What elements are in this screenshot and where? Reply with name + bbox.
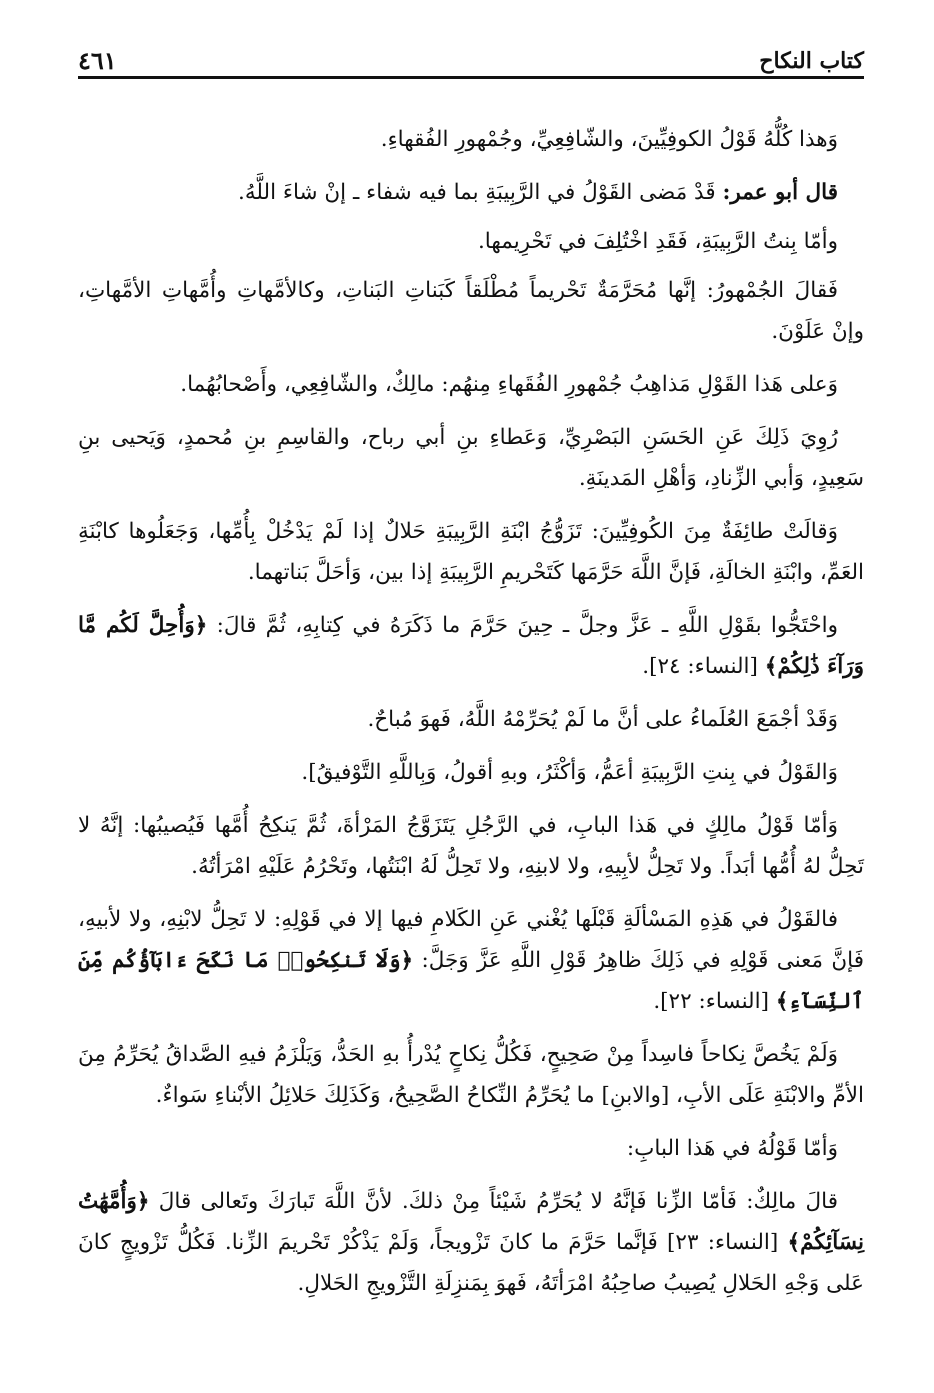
paragraph-8: واحْتَجُّوا بقَوْلِ اللَّهِ ـ عَزَّ وجلَّ ـ حِينَ حَرَّمَ ما ذَكَرَهُ في كِتابِهِ، ثُمَّ قالَ: ﴿وَأُحِلَّ لَكُم مَّا وَرَآءَ ذَٰلِكُمْ﴾ [النساء: ٢٤]. [78,613,864,679]
paragraph-5: وَعلى هَذا القَوْلِ مَذاهِبُ جُمْهورِ الفُقَهاءِ مِنهُم: مالِكٌ، والشّافِعِي، وأَصْحابُهُما. [180,372,838,397]
paragraph-12: فالقَوْلُ في هَذِهِ المَسْألَةِ قَبْلَها يُغْني عَنِ الكَلامِ فيها إلا في قَوْلِهِ: لا تَحِلُّ لابْنِهِ، ولا لأبيهِ، فَإنَّ مَعنى قَوْلِهِ في ذَلِكَ ظاهِرُ قَوْلِ اللَّهِ عَزَّ وَجَلَّ: ﴿وَلَا تَنكِحُوا۟ مَا نَكَحَ ءَابَآؤُكُم مِّنَ ٱلنِّسَآءِ﴾ [النساء: ٢٢]. [78,907,864,1014]
paragraph-9: وَقَدْ أجْمَعَ العُلَماءُ على أنَّ ما لَمْ يُحَرِّمْهُ اللَّهُ، فَهوَ مُباحٌ. [367,707,838,732]
paragraph-6: رُوِيَ ذَلِكَ عَنِ الحَسَنِ البَصْرِيِّ، وَعَطاءِ بنِ أبي رباح، والقاسِمِ بنِ مُحمدٍ، وَيَحيى بنِ سَعِيدٍ، وَأبي الزِّنادِ، وَأهْلِ المَدينَةِ. [78,425,864,491]
speaker-label: قال أبو عمر: [722,180,838,205]
paragraph-1: وَهذا كُلُّهُ قَوْلُ الكوفِيِّينَ، والشّافِعِيِّ، وجُمْهورِ الفُقهاءِ. [380,127,838,152]
paragraph-14: وَأمّا قَوْلُهُ في هَذا البابِ: [626,1136,838,1161]
running-title: كتاب النكاح [759,48,864,74]
page-body [78,119,864,1304]
paragraph-13: وَلَمْ يَخُصَّ نِكاحاً فاسِداً مِنْ صَحِيحٍ، فَكُلُّ نِكاحٍ يُدْرأُ بهِ الحَدُّ، وَيَلْزَمُ فيهِ الصَّداقُ يُحَرِّمُ مِنَ الأمِّ والابْنَةِ عَلَى الأبِ، [والابنِ] ما يُحَرِّمُ النِّكاحُ الصَّحِيحُ، وَكَذَلِكَ حَلائِلُ الأبْناءِ سَواءٌ. [78,1042,864,1108]
paragraph-11: وَأمّا قَوْلُ مالِكٍ في هَذا البابِ، في الرَّجُلِ يَتَزَوَّجُ المَرْأةَ، ثُمَّ يَنكِحُ أُمَّها فَيُصيبُها: إنَّهُ لا تَحِلُّ لهُ أُمُّها أبَداً. ولا تَحِلُّ لأبِيهِ، ولا لابنِهِ، ولا تَحِلُّ لَهُ ابْنَتُها، وتَحْرُمُ عَلَيْهِ امْرَأتُهُ. [78,813,864,879]
paragraph-15: قالَ مالِكٌ: فَأمّا الزِّنا فَإنَّهُ لا يُحَرِّمُ شَيْئاً مِنْ ذلكَ. لأنَّ اللَّهَ تَبارَكَ وتَعالى قالَ ﴿وَأُمَّهَٰتُ نِسَآئِكُمْ﴾ [النساء: ٢٣] فَإنَّما حَرَّمَ ما كانَ تَزْويجاً، وَلَمْ يَذْكُرْ تَحْريمَ الزِّنا. فَكُلُّ تَزْويجٍ كانَ عَلى وَجْهِ الحَلالِ يُصِيبُ صاحِبُهُ امْرَأتَهُ، فَهوَ بِمَنزِلَةِ التَّزْويجِ الحَلالِ. [78,1189,864,1296]
page-number: ٤٦١ [78,46,117,75]
page-header [78,40,864,79]
paragraph-2: قال أبو عمر: قَدْ مَضى القَوْلُ في الرَّبِيبَةِ بما فيه شفاء ـ إنْ شاءَ اللَّهُ. [238,180,838,205]
quran-verse: ﴿وَأُمَّهَٰتُ نِسَآئِكُمْ﴾ [78,1189,864,1255]
paragraph-4: فَقالَ الجُمْهورُ: إنَّها مُحَرَّمَةٌ تَحْريماً مُطْلَقاً كَبَناتِ البَناتِ، وكالأمَّهاتِ وأُمَّهاتِ الأمَّهاتِ، وإنْ عَلَوْنَ. [78,278,864,344]
paragraph-3: وأمّا بِنتُ الرَّبِيبَةِ، فَقَدِ اخْتُلِفَ في تَحْرِيمها. [477,229,838,254]
paragraph-10: وَالقَوْلُ في بِنتِ الرَّبِيبَةِ أعَمُّ، وَأكْثَرُ، وبهِ أقولُ، وَبِاللَّهِ التَّوْفيقُ]. [301,760,838,785]
paragraph-7: وَقالَتْ طائِفَةٌ مِنَ الكُوفِيِّينَ: تَزَوُّجُ ابْنَةِ الرَّبِيبَةِ حَلالٌ إذا لَمْ يَدْخُلْ بِأُمِّها، وَجَعَلُوها كابْنَةِ العَمِّ، وابْنَةِ الخالَةِ، فَإنَّ اللَّهَ حَرَّمَها كَتَحْريمِ الرَّبِيبَةِ إذا بين، وَأحَلَّ بَناتهما. [78,519,864,585]
quran-verse: ﴿وَأُحِلَّ لَكُم مَّا وَرَآءَ ذَٰلِكُمْ﴾ [78,613,864,679]
quran-verse: ﴿وَلَا تَنكِحُوا۟ مَا نَكَحَ ءَابَآؤُكُم مِّنَ ٱلنِّسَآءِ﴾ [78,948,864,1014]
